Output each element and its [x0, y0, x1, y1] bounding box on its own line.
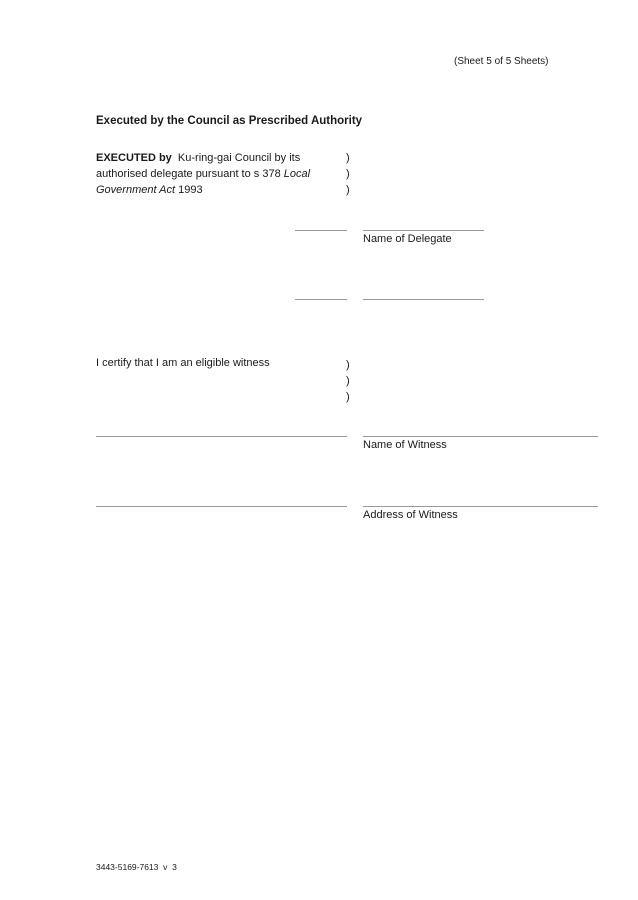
- section-title: Executed by the Council as Prescribed Authority: [96, 115, 363, 127]
- executed-act-year: 1993: [175, 184, 203, 196]
- executed-delegate-text: authorised delegate pursuant to s 378: [96, 168, 284, 180]
- delegate-name-line: [363, 230, 484, 231]
- delegate-signature-line-left: [295, 230, 347, 231]
- executed-line-3: [96, 182, 310, 198]
- executed-party: Ku-ring-gai Council by its: [177, 152, 301, 164]
- delegate-line-right-2: [363, 299, 484, 300]
- witness-name-line: [363, 436, 598, 437]
- paren-witness-2: ): [346, 375, 350, 387]
- witness-line-left-2: [96, 506, 347, 507]
- paren-exec-1: ): [346, 152, 350, 164]
- witness-certification: I certify that I am an eligible witness: [96, 357, 270, 369]
- executed-block: [96, 150, 310, 198]
- address-of-witness-label: Address of Witness: [363, 509, 458, 521]
- name-of-delegate-label: Name of Delegate: [363, 233, 452, 245]
- document-reference: 3443-5169-7613 v 3: [96, 862, 177, 872]
- witness-signature-line: [96, 436, 347, 437]
- paren-exec-2: ): [346, 168, 350, 180]
- executed-line-2: [96, 166, 310, 182]
- executed-lead: EXECUTED by: [96, 152, 172, 164]
- name-of-witness-label: Name of Witness: [363, 439, 447, 451]
- paren-witness-1: ): [346, 359, 350, 371]
- executed-act-part1: Local: [283, 168, 311, 180]
- witness-address-line: [363, 506, 598, 507]
- delegate-line-left-2: [295, 299, 347, 300]
- executed-line-1: [96, 150, 310, 166]
- sheet-number: (Sheet 5 of 5 Sheets): [454, 56, 549, 67]
- paren-exec-3: ): [346, 184, 350, 196]
- paren-witness-3: ): [346, 391, 350, 403]
- executed-act-part2: Government Act: [96, 184, 176, 196]
